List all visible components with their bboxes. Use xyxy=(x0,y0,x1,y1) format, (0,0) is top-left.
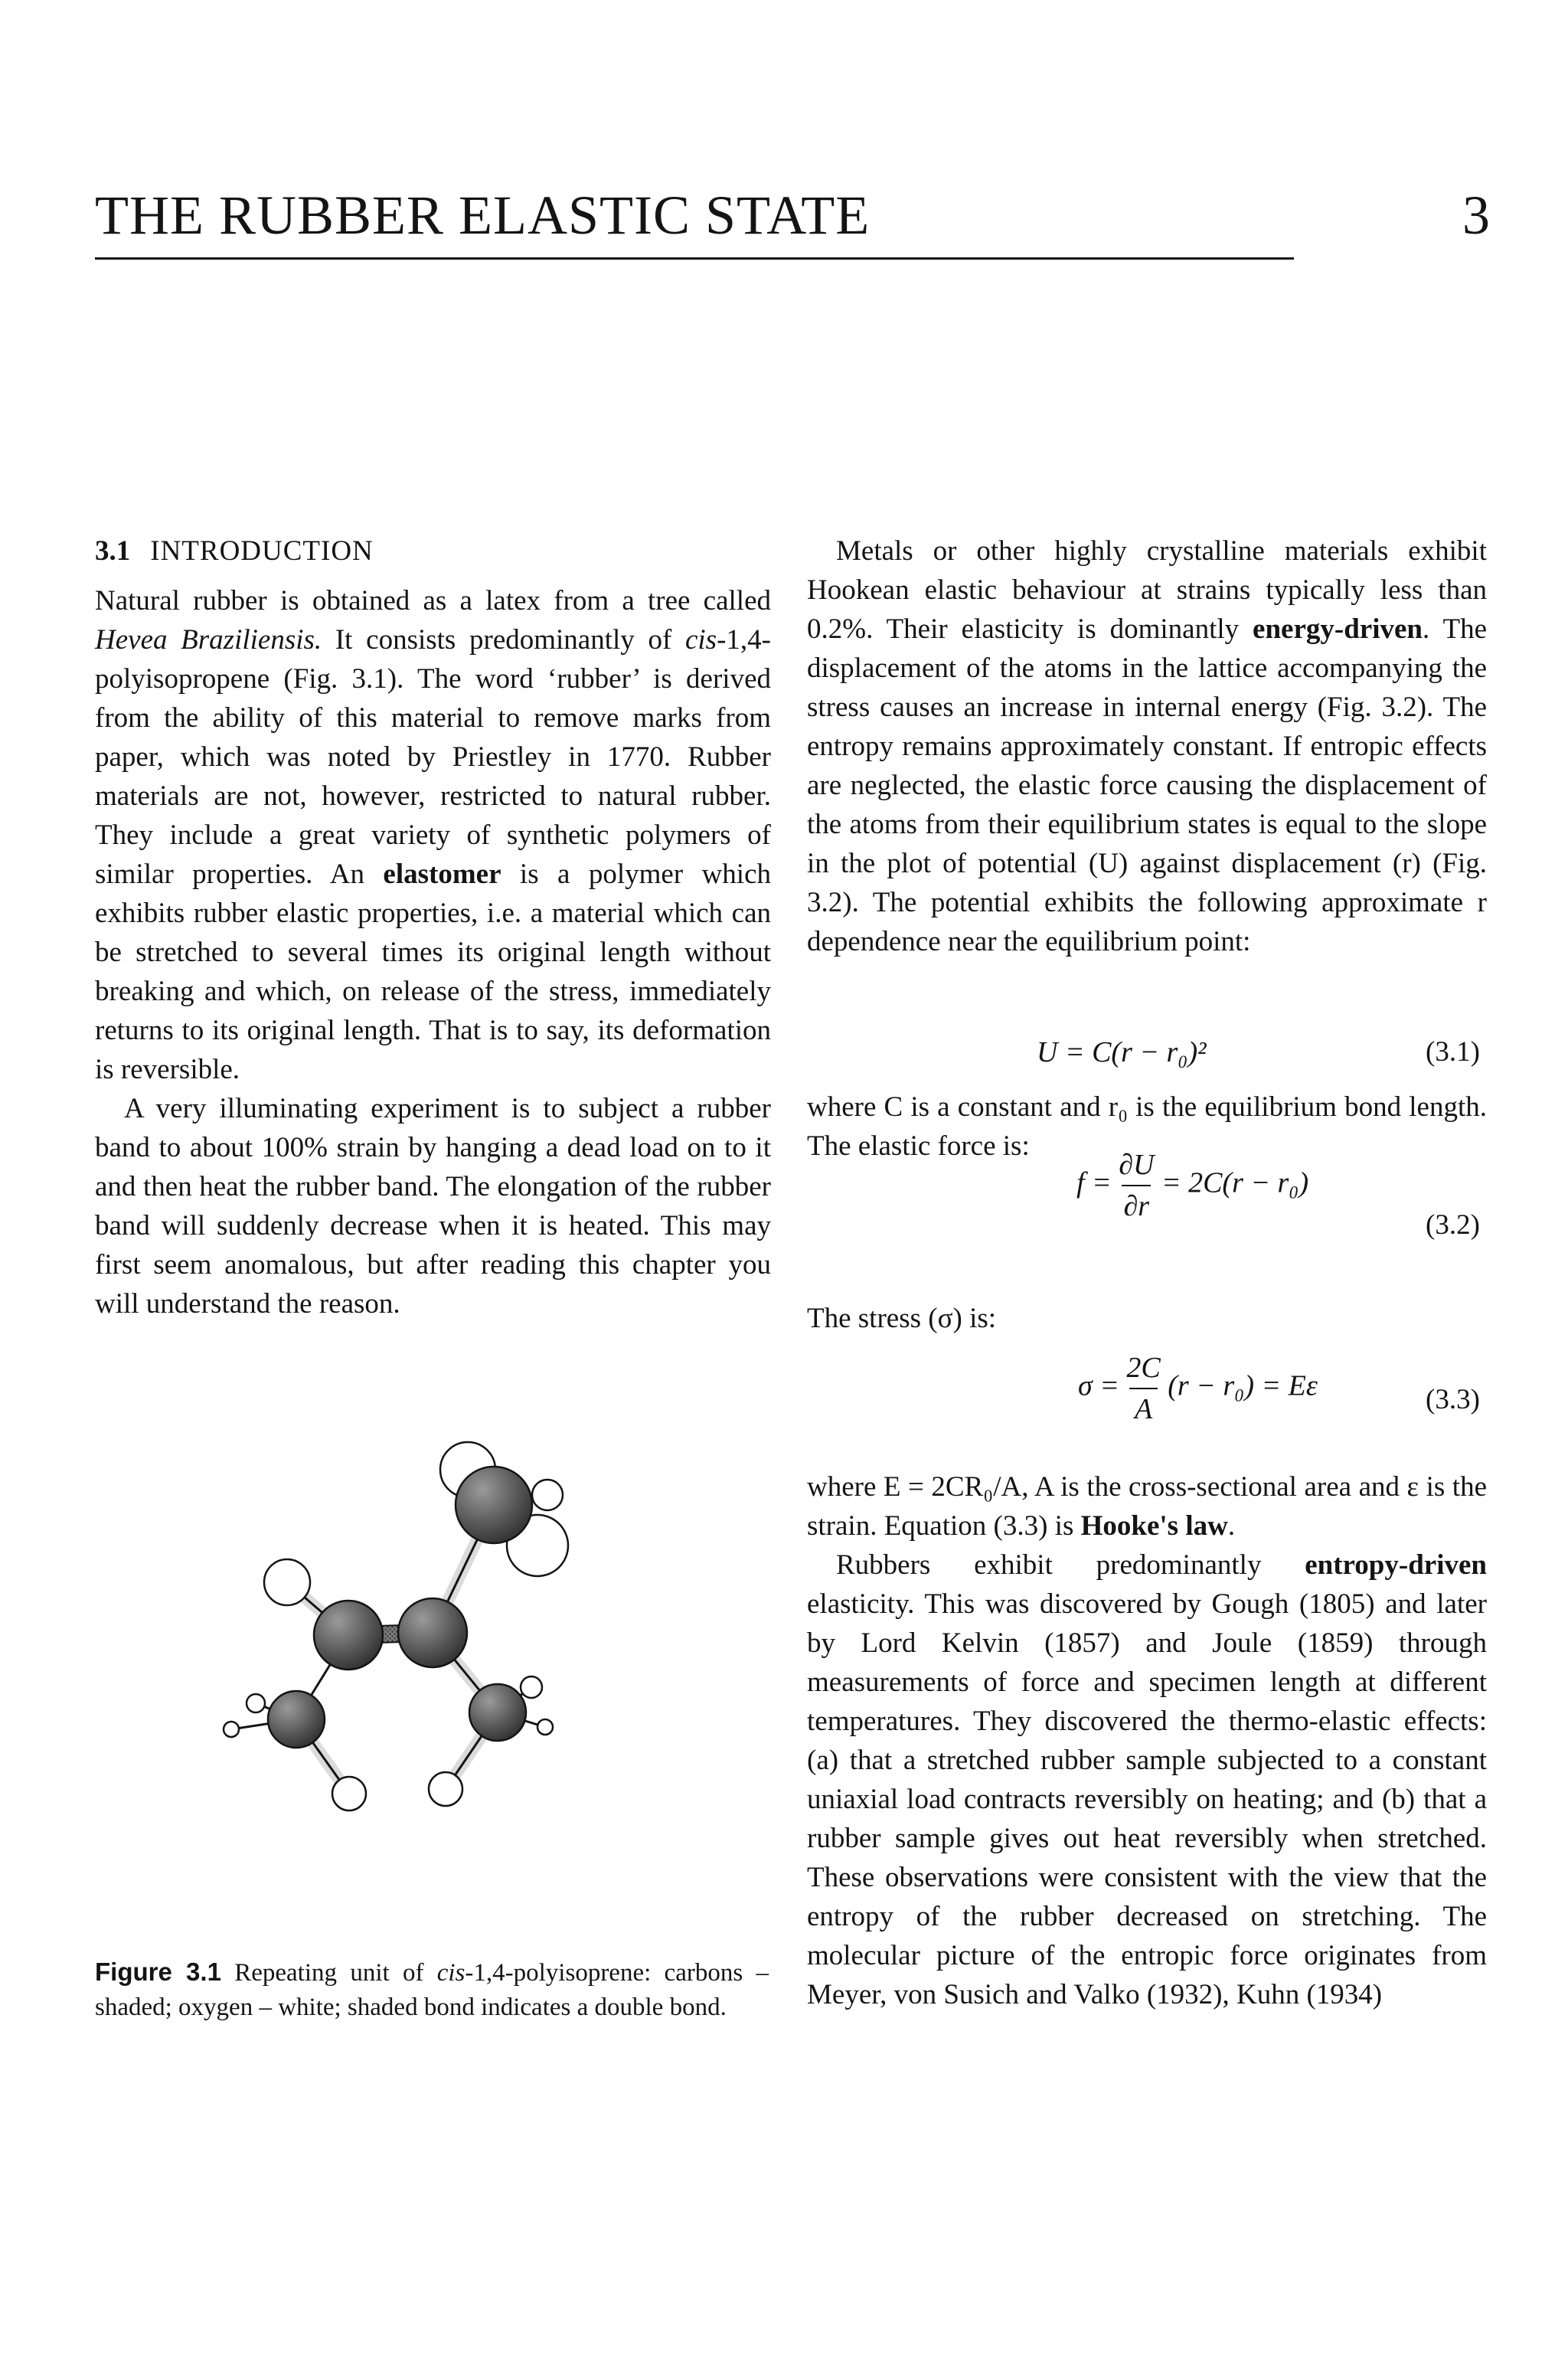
section-title: INTRODUCTION xyxy=(150,535,374,567)
carbon-atom xyxy=(268,1691,325,1748)
eq-lhs: f = xyxy=(1076,1166,1112,1199)
fraction-denominator: ∂r xyxy=(1123,1190,1150,1222)
equation-3-1: U = C(r − r₀)² xyxy=(1037,1036,1207,1068)
right-paragraph-3: The stress (σ) is: xyxy=(807,1303,997,1334)
chapter-title: THE RUBBER ELASTIC STATE xyxy=(95,185,871,246)
text-run: where E = 2CR₀/A, A is the cross-sectional area and ε is the strain. Equation (3.3) is xyxy=(807,1471,1487,1542)
left-column xyxy=(95,532,771,1323)
chapter-number: 3 xyxy=(1462,185,1490,246)
text-run: Rubbers exhibit predominantly xyxy=(836,1549,1305,1581)
right-paragraph-5 xyxy=(807,1546,1487,2014)
carbon-atom xyxy=(314,1601,383,1670)
section-heading xyxy=(95,532,771,571)
intro-paragraph-1 xyxy=(95,581,771,1089)
text-run: . The displacement of the atoms in the lattice accompanying the stress causes an increase in internal energy (Fig. 3.2). The entropy remains approximately constant. If entropic effects are neglected, the elastic force causing the displacement of the atoms from their equilibrium states is equal to the slope in the plot of potential (U) against displacement (r) (Fig. 3.2). The potential exhibits the following approximate r dependence near the equilibrium point: xyxy=(807,613,1488,957)
text-run: It consists predominantly of xyxy=(322,624,685,656)
right-paragraph-4 xyxy=(807,1467,1487,1546)
carbon-atom xyxy=(398,1598,467,1667)
white-atom xyxy=(247,1694,265,1712)
cis-prefix: cis xyxy=(684,624,717,656)
title-rule xyxy=(95,257,1294,260)
cis-prefix: cis xyxy=(436,1959,466,1987)
white-atom xyxy=(332,1777,366,1810)
white-atom xyxy=(429,1772,462,1806)
white-atom xyxy=(224,1722,239,1737)
caption-text: Repeating unit of xyxy=(220,1959,437,1987)
text-run: . xyxy=(1227,1510,1236,1542)
white-atom xyxy=(264,1559,310,1605)
equation-number: (3.3) xyxy=(1426,1384,1480,1415)
equation-3-2 xyxy=(1076,1145,1308,1226)
text-run: Metals or other highly crystalline materials exhibit Hookean elastic behaviour at strains typically less than 0.2%. Their elasticity is dominantly xyxy=(807,535,1487,645)
fraction-numerator: ∂U xyxy=(1119,1149,1155,1181)
eq-rhs: (r − r₀) = Eε xyxy=(1168,1369,1318,1402)
right-paragraph-2: where C is a constant and r₀ is the equilibrium bond length. The elastic force is: xyxy=(807,1091,1487,1162)
term-entropy-driven: entropy-driven xyxy=(1305,1549,1487,1581)
term-elastomer: elastomer xyxy=(383,859,501,890)
figure-label: Figure 3.1 xyxy=(95,1958,221,1986)
term-energy-driven: energy-driven xyxy=(1253,613,1423,645)
fraction xyxy=(1119,1145,1154,1226)
fraction-denominator: A xyxy=(1134,1393,1153,1425)
right-column-bottom xyxy=(807,1467,1487,2014)
term-hookes-law: Hooke's law xyxy=(1080,1510,1228,1542)
equation-number: (3.1) xyxy=(1426,1036,1480,1068)
species-name: Hevea Braziliensis. xyxy=(95,624,322,656)
white-atom xyxy=(521,1676,542,1698)
eq-rhs: = 2C(r − r₀) xyxy=(1161,1166,1309,1199)
white-atom xyxy=(532,1480,563,1510)
caption-text: -1,4-polyisoprene: carbons – shaded; oxygen – white; shaded bond indicates a double bond. xyxy=(95,1959,769,2021)
right-column-top xyxy=(807,532,1487,961)
molecule-figure xyxy=(191,1440,712,1945)
text-run: is a polymer which exhibits rubber elastic properties, i.e. a material which can be stretched to several times its original length without breaking and which, on release of the stress, immediately returns to its original length. That is to say, its deformation is reversible. xyxy=(95,859,772,1085)
intro-paragraph-2: A very illuminating experiment is to subject a rubber band to about 100% strain by hanging a dead load on to it and then heat the rubber band. The elongation of the rubber band will suddenly decrease when it is heated. This may first seem anomalous, but after reading this chapter you will understand the reason. xyxy=(95,1093,771,1320)
right-paragraph-1 xyxy=(807,532,1487,961)
eq-lhs: σ = xyxy=(1078,1369,1119,1402)
fraction-numerator: 2C xyxy=(1126,1352,1161,1384)
carbon-atom xyxy=(469,1684,526,1741)
text-run: -1,4-polyisopropene (Fig. 3.1). The word ‘rubber’ is derived from the ability of this material to remove marks from paper, which was noted by Priestley in 1770. Rubber materials are not, however, restricted to natural rubber. They include a great variety of synthetic polymers of similar properties. An xyxy=(95,624,771,890)
carbon-atom xyxy=(456,1467,532,1543)
equation-3-3 xyxy=(1078,1348,1318,1429)
figure-caption xyxy=(95,1954,769,2025)
text-run: elasticity. This was discovered by Gough (1805) and later by Lord Kelvin (1857) and Joule (1859) through measurements of force and specimen length at different temperatures. They discovered the thermo-elastic effects: (a) that a stretched rubber sample subjected to a constant uniaxial load contracts reversibly on heating; and (b) that a rubber sample gives out heat reversibly when stretched. These observations were consistent with the view that the entropy of the rubber decreased on stretching. The molecular picture of the entropic force originates from Meyer, von Susich and Valko (1932), Kuhn (1934) xyxy=(807,1588,1487,2010)
section-number: 3.1 xyxy=(95,535,131,567)
equation-number: (3.2) xyxy=(1426,1209,1480,1241)
fraction xyxy=(1126,1348,1160,1429)
text-run: Natural rubber is obtained as a latex from a tree called xyxy=(95,585,771,617)
white-atom xyxy=(537,1719,553,1735)
